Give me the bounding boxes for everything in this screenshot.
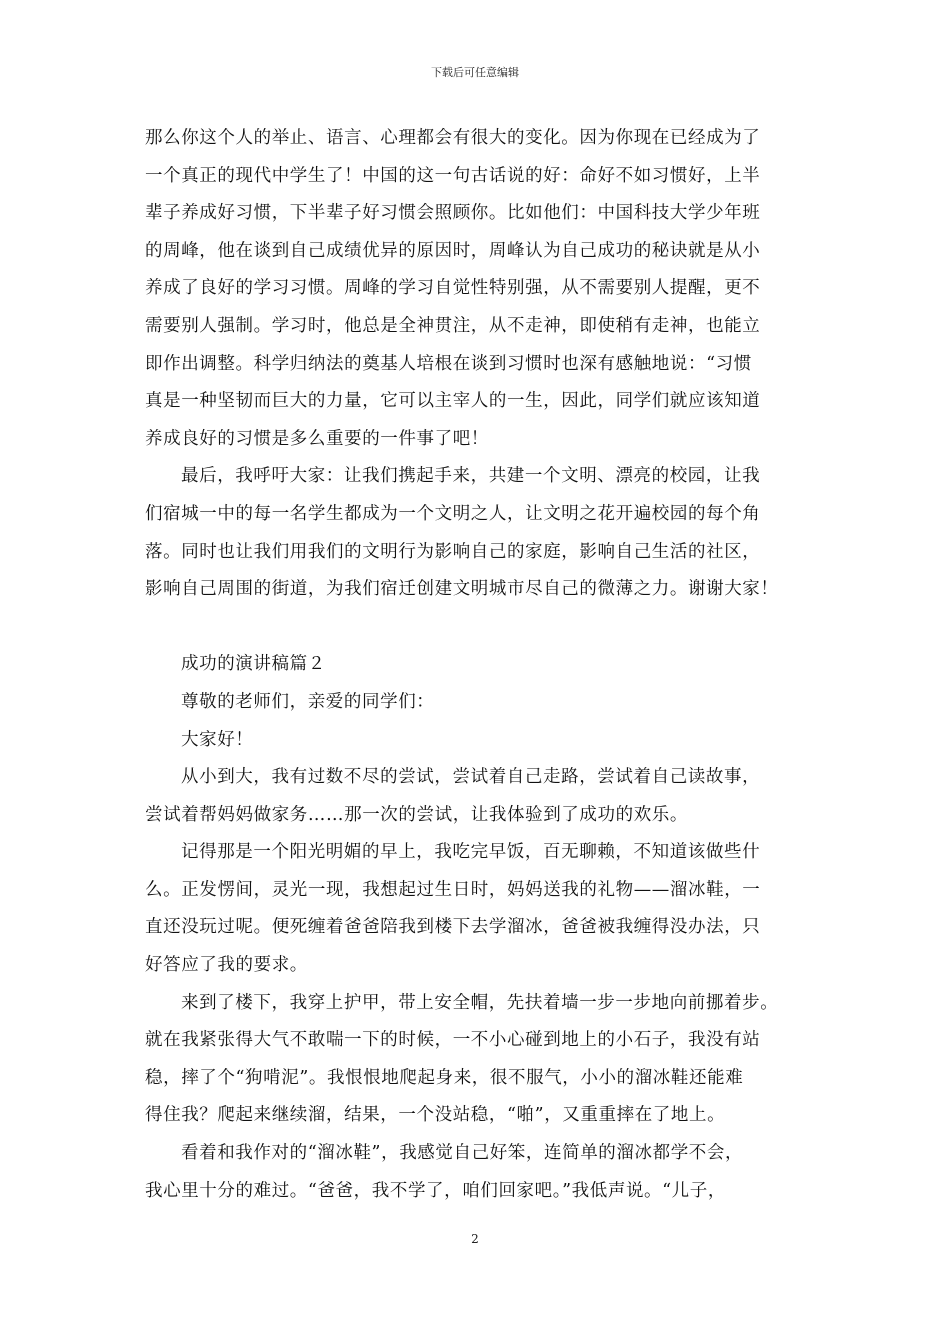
text-line: 养成了良好的学习习惯。周峰的学习自觉性特别强，从不需要别人提醒，更不 bbox=[145, 278, 761, 299]
text-line: 就在我紧张得大气不敢喘一下的时候，一不小心碰到地上的小石子，我没有站 bbox=[145, 1030, 761, 1051]
text-line: 们宿城一中的每一名学生都成为一个文明之人，让文明之花开遍校园的每个角 bbox=[145, 503, 761, 524]
text-line: 即作出调整。科学归纳法的奠基人培根在谈到习惯时也深有感触地说：“习惯 bbox=[145, 353, 752, 374]
page-number: 2 bbox=[471, 1232, 479, 1246]
text-line: 那么你这个人的举止、语言、心理都会有很大的变化。因为你现在已经成为了 bbox=[145, 128, 761, 148]
text-line: 影响自己周围的街道，为我们宿迁创建文明城市尽自己的微薄之力。谢谢大家！ bbox=[145, 579, 779, 600]
paragraph-start-line: 来到了楼下，我穿上护甲，带上安全帽，先扶着墙一步一步地向前挪着步。 bbox=[181, 992, 779, 1013]
text-line: 得住我？爬起来继续溜，结果，一个没站稳，“啪”，又重重摔在了地上。 bbox=[145, 1105, 726, 1126]
paragraph-start-line: 最后，我呼吁大家：让我们携起手来，共建一个文明、漂亮的校园，让我 bbox=[181, 466, 761, 487]
text-line: 尝试着帮妈妈做家务……那一次的尝试，让我体验到了成功的欢乐。 bbox=[145, 804, 688, 825]
section-spacer bbox=[145, 609, 825, 647]
document-body bbox=[145, 120, 825, 1210]
text-line: 一个真正的现代中学生了！中国的这一句古话说的好：命好不如习惯好，上半 bbox=[145, 165, 761, 186]
section-title: 成功的演讲稿篇２ bbox=[181, 654, 326, 675]
text-line: 的周峰，他在谈到自己成绩优异的原因时，周峰认为自己成功的秘诀就是从小 bbox=[145, 240, 761, 261]
page-header-note: 下载后可任意编辑 bbox=[431, 66, 519, 79]
greeting: 大家好！ bbox=[181, 729, 254, 750]
salutation: 尊敬的老师们，亲爱的同学们： bbox=[181, 691, 435, 712]
paragraph-start-line: 看着和我作对的“溜冰鞋”，我感觉自己好笨，连简单的溜冰都学不会， bbox=[181, 1143, 744, 1164]
paragraph-start-line: 记得那是一个阳光明媚的早上，我吃完早饭，百无聊赖，不知道该做些什 bbox=[181, 842, 761, 863]
paragraph-start-line: 从小到大，我有过数不尽的尝试，尝试着自己走路，尝试着自己读故事， bbox=[181, 767, 761, 788]
text-line: 需要别人强制。学习时，他总是全神贯注，从不走神，即使稍有走神，也能立 bbox=[145, 315, 761, 336]
text-line: 稳，摔了个“狗啃泥”。我恨恨地爬起身来，很不服气，小小的溜冰鞋还能难 bbox=[145, 1067, 744, 1088]
text-line: 么。正发愣间，灵光一现，我想起过生日时，妈妈送我的礼物——溜冰鞋，一 bbox=[145, 879, 761, 900]
text-line: 我心里十分的难过。“爸爸，我不学了，咱们回家吧。”我低声说。“儿子， bbox=[145, 1180, 726, 1201]
text-line: 好答应了我的要求。 bbox=[145, 955, 308, 976]
text-line: 落。同时也让我们用我们的文明行为影响自己的家庭，影响自己生活的社区， bbox=[145, 541, 761, 562]
text-line: 辈子养成好习惯，下半辈子好习惯会照顾你。比如他们：中国科技大学少年班 bbox=[145, 203, 761, 224]
text-line: 直还没玩过呢。便死缠着爸爸陪我到楼下去学溜冰，爸爸被我缠得没办法，只 bbox=[145, 917, 761, 938]
text-line: 养成良好的习惯是多么重要的一件事了吧！ bbox=[145, 428, 489, 449]
text-line: 真是一种坚韧而巨大的力量，它可以主宰人的一生，因此，同学们就应该知道 bbox=[145, 391, 761, 412]
